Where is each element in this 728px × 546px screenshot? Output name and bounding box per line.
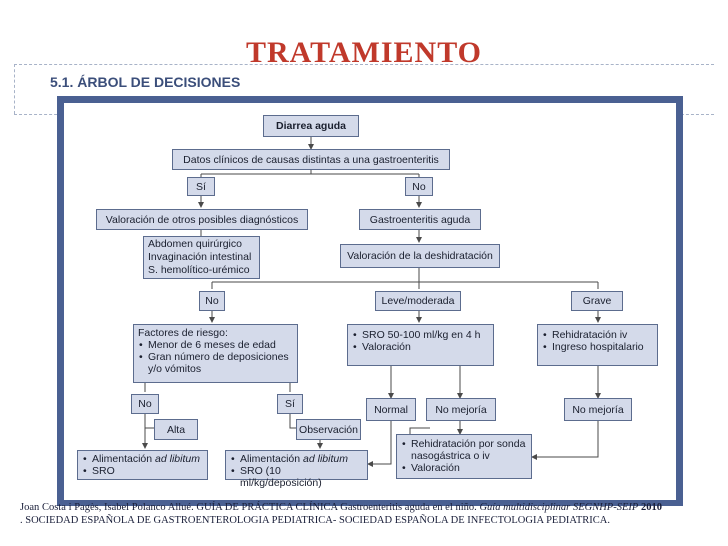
feeding-1-prefix: Alimentación (92, 453, 153, 465)
citation-guide: Guía multidisciplinar SEGNHP-SEIP (479, 502, 639, 513)
node-discharge: Alta (154, 419, 198, 440)
node-question: Datos clínicos de causas distintas a una gastroenteritis (172, 149, 450, 170)
ng-list (401, 438, 527, 474)
surgical-item: S. hemolítico-urémico (148, 264, 250, 276)
node-risk-no: No (131, 394, 159, 414)
node-gastro: Gastroenteritis aguda (359, 209, 481, 230)
sro-item: • Valoración (362, 341, 489, 353)
sro-list (352, 329, 489, 353)
citation-authors: Joan Costa i Pagès, Isabel Polanco Allué. GUÍA DE PRÁCTICA CLÍNICA Gastroenteritis aguda en el niño. (20, 502, 480, 513)
feeding-1-list (82, 453, 203, 477)
feeding-1-line2: • SRO (92, 465, 203, 477)
node-rehydration-iv (537, 324, 658, 366)
node-dehydration: Valoración de la deshidratación (340, 244, 500, 268)
feeding-2-italic: ad libitum (303, 453, 348, 465)
feeding-2-list (230, 453, 363, 489)
node-yes: Sí (187, 177, 215, 196)
node-no-improve-2: No mejoría (564, 398, 632, 421)
node-mild: Leve/moderada (375, 291, 461, 311)
citation-year: 2010 (641, 502, 663, 513)
ng-item: • Rehidratación por sonda nasogástrica o iv (411, 438, 527, 462)
node-nasogastric (396, 434, 532, 479)
node-surgical-list (143, 236, 260, 279)
iv-list (542, 329, 653, 353)
feeding-2-line1 (240, 453, 363, 465)
node-sro (347, 324, 494, 366)
slide-title: TRATAMIENTO (245, 36, 483, 69)
node-risk-factors (133, 324, 298, 383)
node-feeding-1 (77, 450, 208, 480)
feeding-1-line1 (92, 453, 203, 465)
slide-subtitle: 5.1. ÁRBOL DE DECISIONES (50, 74, 241, 90)
node-no: No (405, 177, 433, 196)
left-rule (14, 64, 15, 114)
surgical-item: Abdomen quirúrgico (148, 238, 242, 250)
surgical-item: Invaginación intestinal (148, 251, 252, 263)
feeding-2-line2: • SRO (10 ml/kg/deposición) (240, 465, 363, 489)
risk-item: • Gran número de deposiciones y/o vómitos (148, 351, 293, 375)
node-risk-yes: Sí (277, 394, 303, 414)
citation-footer (20, 502, 662, 527)
risk-item: • Menor de 6 meses de edad (148, 339, 293, 351)
node-other-dx: Valoración de otros posibles diagnósticos (96, 209, 308, 230)
iv-item: • Ingreso hospitalario (552, 341, 653, 353)
sro-item: • SRO 50-100 ml/kg en 4 h (362, 329, 489, 341)
risk-list (138, 339, 293, 375)
node-feeding-2 (225, 450, 368, 489)
feeding-1-italic: ad libitum (155, 453, 200, 465)
node-root: Diarrea aguda (263, 115, 359, 137)
node-no-dehydration: No (199, 291, 225, 311)
node-no-improve-1: No mejoría (426, 398, 496, 421)
iv-item: • Rehidratación iv (552, 329, 653, 341)
citation-societies: . SOCIEDAD ESPAÑOLA DE GASTROENTEROLOGIA PEDIATRICA- SOCIEDAD ESPAÑOLA DE INFECTOLOGIA PEDIATRICA. (20, 514, 610, 526)
feeding-2-prefix: Alimentación (240, 453, 301, 465)
risk-title: Factores de riesgo: (138, 327, 228, 339)
node-severe: Grave (571, 291, 623, 311)
ng-item: • Valoración (411, 462, 527, 474)
node-normal: Normal (366, 398, 416, 421)
node-observation: Observación (296, 419, 361, 440)
